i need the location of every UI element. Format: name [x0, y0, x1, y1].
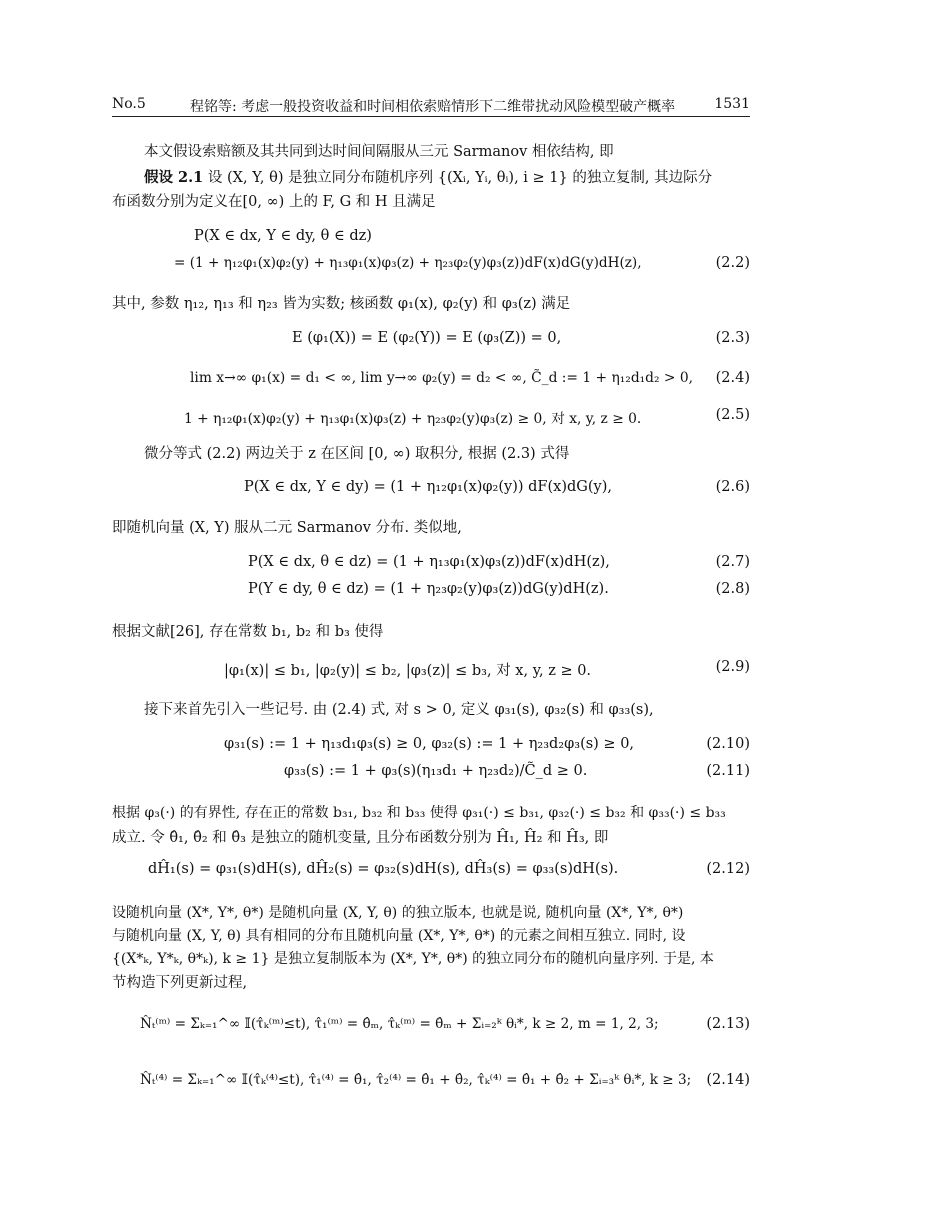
running-title: 程铭等: 考虑一般投资收益和时间相依索赔情形下二维带扰动风险模型破产概率: [190, 99, 676, 115]
equation-2-4-expr: lim x→∞ φ₁(x) = d₁ < ∞, lim y→∞ φ₂(y) = d₂ < ∞, C̃_d := 1 + η₁₂d₁d₂ > 0,: [190, 370, 694, 386]
equation-number: (2.14): [706, 1072, 750, 1088]
equation-2-6: [112, 479, 750, 501]
equation-number: (2.11): [706, 763, 750, 779]
equation-2-8-expr: P(Y ∈ dy, θ ∈ dz) = (1 + η₂₃φ₂(y)φ₃(z))dG(y)dH(z).: [248, 581, 609, 597]
equation-2-8: [112, 581, 750, 603]
integrate-text: 微分等式 (2.2) 两边关于 z 在区间 [0, ∞) 取积分, 根据 (2.3) 式得: [144, 446, 570, 462]
equation-number: (2.5): [715, 407, 750, 423]
equation-2-2: [112, 255, 750, 277]
params-text: 其中, 参数 η₁₂, η₁₃ 和 η₂₃ 皆为实数; 核函数 φ₁(x), φ₂(y) 和 φ₃(z) 满足: [112, 296, 571, 312]
equation-2-2-line-1: [112, 228, 750, 250]
equation-number: (2.9): [715, 659, 750, 675]
equation-number: (2.3): [715, 330, 750, 346]
equation-2-14: [112, 1072, 750, 1094]
equation-2-9: [112, 659, 750, 681]
equation-2-12-expr: dĤ₁(s) = φ₃₁(s)dH(s), dĤ₂(s) = φ₃₂(s)dH(s), dĤ₃(s) = φ₃₃(s)dH(s).: [148, 861, 619, 877]
intro-text: 本文假设索赔额及其共同到达时间间隔服从三元 Sarmanov 相依结构, 即: [144, 144, 614, 160]
running-header: [112, 96, 750, 117]
equation-2-5-expr: 1 + η₁₂φ₁(x)φ₂(y) + η₁₃φ₁(x)φ₃(z) + η₂₃φ₂(y)φ₃(z) ≥ 0, 对 x, y, z ≥ 0.: [184, 411, 642, 427]
equation-2-9-expr: |φ₁(x)| ≤ b₁, |φ₂(y)| ≤ b₂, |φ₃(z)| ≤ b₃, 对 x, y, z ≥ 0.: [224, 663, 592, 679]
equation-2-12: [112, 861, 750, 883]
assumption-text-2: 布函数分别为定义在[0, ∞) 上的 F, G 和 H 且满足: [112, 194, 436, 210]
equation-2-5: [112, 407, 750, 429]
equation-2-6-expr: P(X ∈ dx, Y ∈ dy) = (1 + η₁₂φ₁(x)φ₂(y)) dF(x)dG(y),: [244, 479, 612, 495]
equation-number: (2.13): [706, 1016, 750, 1032]
equation-2-4: [112, 370, 750, 392]
equation-2-11-expr: φ₃₃(s) := 1 + φ₃(s)(η₁₃d₁ + η₂₃d₂)/C̃_d ≥ 0.: [284, 763, 588, 779]
independent-text-3: {(X*ₖ, Y*ₖ, θ*ₖ), k ≥ 1} 是独立复制版本为 (X*, Y*, θ*) 的独立同分布的随机向量序列. 于是, 本: [112, 951, 714, 967]
independent-text-1: 设随机向量 (X*, Y*, θ*) 是随机向量 (X, Y, θ) 的独立版本, 也就是说, 随机向量 (X*, Y*, θ*): [112, 905, 684, 921]
equation-2-13-expr: N̂ₜ⁽ᵐ⁾ = Σₖ₌₁^∞ 𝕀(τ̂ₖ⁽ᵐ⁾≤t), τ̂₁⁽ᵐ⁾ = θ̂ₘ, τ̂ₖ⁽ᵐ⁾ = θ̂ₘ + Σᵢ₌₂ᵏ θᵢ*, k ≥ 2, m = 1, 2, 3;: [140, 1016, 659, 1032]
bounded-text-1: 根据 φ₃(·) 的有界性, 存在正的常数 b₃₁, b₃₂ 和 b₃₃ 使得 φ₃₁(·) ≤ b₃₁, φ₃₂(·) ≤ b₃₂ 和 φ₃₃(·) ≤ b₃₃: [112, 805, 726, 821]
equation-2-3-expr: E (φ₁(X)) = E (φ₂(Y)) = E (φ₃(Z)) = 0,: [292, 330, 562, 346]
equation-2-11: [112, 763, 750, 785]
notation-text: 接下来首先引入一些记号. 由 (2.4) 式, 对 s > 0, 定义 φ₃₁(s), φ₃₂(s) 和 φ₃₃(s),: [144, 702, 654, 718]
assumption-text-1: 设 (X, Y, θ) 是独立同分布随机序列 {(Xᵢ, Yᵢ, θᵢ), i ≥ 1} 的独立复制, 其边际分: [207, 170, 713, 186]
equation-number: (2.10): [706, 736, 750, 752]
equation-number: (2.7): [715, 554, 750, 570]
equation-2-7-expr: P(X ∈ dx, θ ∈ dz) = (1 + η₁₃φ₁(x)φ₃(z))dF(x)dH(z),: [248, 554, 610, 570]
equation-2-2-rhs: = (1 + η₁₂φ₁(x)φ₂(y) + η₁₃φ₁(x)φ₃(z) + η₂₃φ₂(y)φ₃(z))dF(x)dG(y)dH(z),: [174, 255, 642, 271]
equation-2-13: [112, 1016, 750, 1038]
page-number: 1531: [714, 96, 750, 112]
equation-2-3: [112, 330, 750, 352]
equation-number: (2.8): [715, 581, 750, 597]
equation-number: (2.12): [706, 861, 750, 877]
sarmanov-text: 即随机向量 (X, Y) 服从二元 Sarmanov 分布. 类似地,: [112, 520, 462, 536]
assumption-label: 假设 2.1: [144, 169, 204, 186]
bounded-text-2: 成立. 令 θ̂₁, θ̂₂ 和 θ̂₃ 是独立的随机变量, 且分布函数分别为 Ĥ₁, Ĥ₂ 和 Ĥ₃, 即: [112, 830, 609, 846]
issue-number: No.5: [112, 96, 146, 112]
equation-2-10-expr: φ₃₁(s) := 1 + η₁₃d₁φ₃(s) ≥ 0, φ₃₂(s) := 1 + η₂₃d₂φ₃(s) ≥ 0,: [224, 736, 635, 752]
equation-number: (2.2): [715, 255, 750, 271]
equation-2-2-lhs: P(X ∈ dx, Y ∈ dy, θ ∈ dz): [194, 228, 372, 244]
reference-text: 根据文献[26], 存在常数 b₁, b₂ 和 b₃ 使得: [112, 624, 384, 640]
equation-2-7: [112, 554, 750, 576]
equation-number: (2.4): [715, 370, 750, 386]
equation-2-14-expr: N̂ₜ⁽⁴⁾ = Σₖ₌₁^∞ 𝕀(τ̂ₖ⁽⁴⁾≤t), τ̂₁⁽⁴⁾ = θ̂₁, τ̂₂⁽⁴⁾ = θ̂₁ + θ̂₂, τ̂ₖ⁽⁴⁾ = θ̂₁ + θ̂₂ + Σᵢ₌₃ᵏ θᵢ*, k ≥ 3;: [140, 1072, 692, 1088]
assumption-line-1: [112, 166, 750, 187]
equation-number: (2.6): [715, 479, 750, 495]
equation-2-10: [112, 736, 750, 758]
independent-text-4: 节构造下列更新过程,: [112, 975, 248, 991]
independent-text-2: 与随机向量 (X, Y, θ) 具有相同的分布且随机向量 (X*, Y*, θ*) 的元素之间相互独立. 同时, 设: [112, 928, 686, 944]
